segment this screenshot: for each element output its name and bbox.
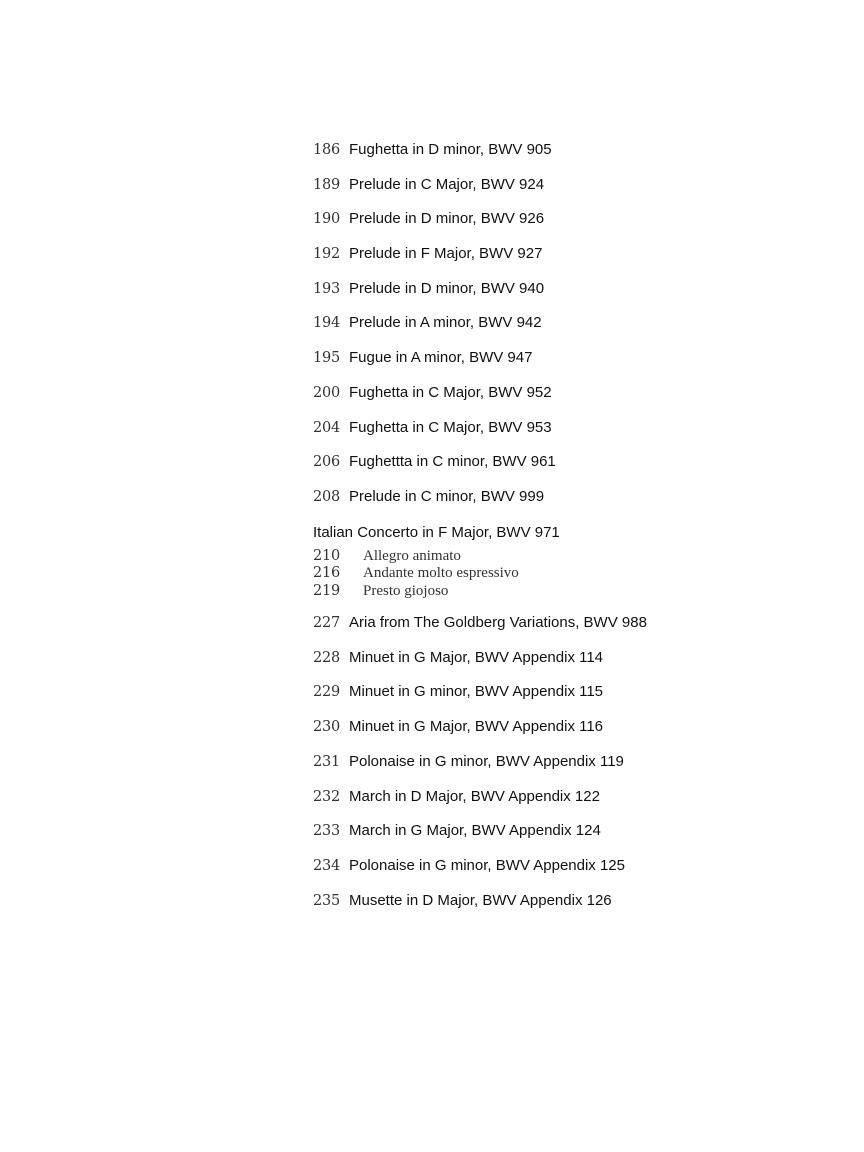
page-number: 204 xyxy=(313,419,341,436)
entry-title: Musette in D Major, BWV Appendix 126 xyxy=(349,891,612,909)
toc-entry xyxy=(313,683,773,718)
page-number: 193 xyxy=(313,280,341,297)
page-number: 208 xyxy=(313,488,341,505)
entry-title: Prelude in D minor, BWV 940 xyxy=(349,279,545,297)
page-number: 234 xyxy=(313,857,341,874)
toc-entry xyxy=(313,614,773,649)
toc-entry xyxy=(313,419,773,454)
page-number: 235 xyxy=(313,892,341,909)
toc-entry xyxy=(313,718,773,753)
entry-title: Prelude in A minor, BWV 942 xyxy=(349,314,542,332)
page-number: 190 xyxy=(313,211,341,228)
page-number: 200 xyxy=(313,384,341,401)
toc-entry xyxy=(313,649,773,684)
entry-title: Prelude in D minor, BWV 926 xyxy=(349,210,545,228)
toc-entry xyxy=(313,892,773,927)
movement-entry xyxy=(313,565,773,583)
entry-title: March in D Major, BWV Appendix 122 xyxy=(349,787,600,805)
entry-title: Fughetta in D minor, BWV 905 xyxy=(349,141,552,158)
entry-title: Fughetta in C Major, BWV 953 xyxy=(349,418,552,436)
toc-entry xyxy=(313,857,773,892)
toc-entry xyxy=(313,822,773,857)
page-number: 192 xyxy=(313,246,341,263)
movement-title: Presto giojoso xyxy=(363,582,449,599)
toc-entry xyxy=(313,488,773,523)
page-number: 219 xyxy=(313,582,341,599)
page-number: 227 xyxy=(313,615,341,632)
entry-title: Polonaise in G minor, BWV Appendix 119 xyxy=(349,752,624,770)
toc-entry xyxy=(313,176,773,211)
entry-title: Minuet in G Major, BWV Appendix 114 xyxy=(349,648,604,666)
entry-title: Polonaise in G minor, BWV Appendix 125 xyxy=(349,856,625,874)
toc-entry xyxy=(313,753,773,788)
page-number: 210 xyxy=(313,547,341,564)
page-number: 233 xyxy=(313,823,341,840)
toc-entry xyxy=(313,788,773,823)
concerto-movements xyxy=(313,548,773,601)
toc-entry xyxy=(313,349,773,384)
page-number: 230 xyxy=(313,719,341,736)
page-number: 232 xyxy=(313,788,341,805)
page-number: 228 xyxy=(313,649,341,666)
page-number: 229 xyxy=(313,684,341,701)
page-number: 194 xyxy=(313,315,341,332)
entry-title: Prelude in C Major, BWV 924 xyxy=(349,175,545,193)
entry-title: March in G Major, BWV Appendix 124 xyxy=(349,822,601,840)
page-number: 189 xyxy=(313,176,341,193)
movement-entry xyxy=(313,548,773,566)
page-number: 231 xyxy=(313,753,341,770)
entry-title: Fugue in A minor, BWV 947 xyxy=(349,349,533,367)
toc-entry xyxy=(313,314,773,349)
toc-entry xyxy=(313,384,773,419)
toc-group-before xyxy=(313,141,773,523)
page-number: 216 xyxy=(313,565,341,582)
page-number: 195 xyxy=(313,350,341,367)
entry-title: Prelude in C minor, BWV 999 xyxy=(349,487,545,505)
entry-title: Aria from The Goldberg Variations, BWV 988 xyxy=(349,614,647,632)
movement-entry xyxy=(313,583,773,601)
page-number: 186 xyxy=(313,142,341,158)
entry-title: Minuet in G minor, BWV Appendix 115 xyxy=(349,683,604,701)
entry-title: Fughetta in C Major, BWV 952 xyxy=(349,383,552,401)
entry-title: Fughettta in C minor, BWV 961 xyxy=(349,453,556,471)
toc-group-after xyxy=(313,614,773,926)
table-of-contents xyxy=(313,141,773,926)
entry-title: Minuet in G Major, BWV Appendix 116 xyxy=(349,718,604,736)
entry-title: Prelude in F Major, BWV 927 xyxy=(349,245,543,263)
toc-entry xyxy=(313,280,773,315)
toc-entry xyxy=(313,141,773,176)
movement-title: Allegro animato xyxy=(363,547,461,564)
concerto-heading: Italian Concerto in F Major, BWV 971 xyxy=(313,523,560,541)
movement-title: Andante molto espressivo xyxy=(363,565,519,582)
page-number: 206 xyxy=(313,454,341,471)
toc-entry xyxy=(313,210,773,245)
toc-entry xyxy=(313,245,773,280)
toc-entry xyxy=(313,453,773,488)
